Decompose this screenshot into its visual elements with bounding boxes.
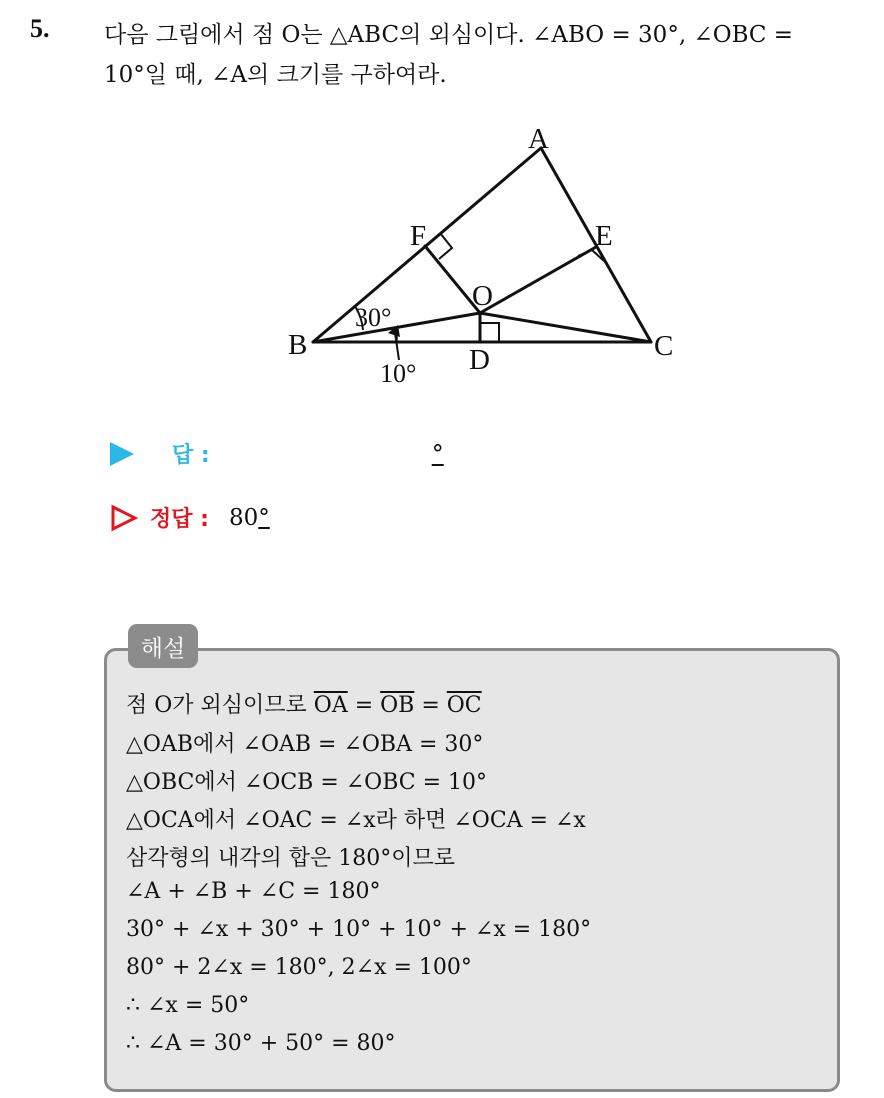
- triangle-circumcenter-diagram: [0, 0, 884, 420]
- answer-label: 답 :: [172, 443, 210, 468]
- vertex-label-a: A: [528, 123, 549, 155]
- point-label-d: D: [469, 344, 490, 376]
- answer-row: [110, 438, 444, 469]
- solution-line-3: △OBC에서 ∠OCB = ∠OBC = 10°: [126, 770, 488, 795]
- vertex-label-c: C: [654, 330, 674, 362]
- solution-line-5: 삼각형의 내각의 합은 180°이므로: [126, 846, 455, 871]
- solution-line-10: ∴ ∠A = 30° + 50° = 80°: [126, 1031, 396, 1056]
- outline-play-arrow-icon: [110, 504, 138, 532]
- answer-key-row: [110, 502, 270, 533]
- answer-key-value: 80°: [228, 504, 270, 531]
- segment-oe: [480, 247, 596, 313]
- solution-line-7: 30° + ∠x + 30° + 10° + 10° + ∠x = 180°: [126, 917, 592, 942]
- angle-label-obc: 10°: [380, 359, 417, 388]
- segment-oc: [480, 313, 651, 342]
- play-arrow-icon: [110, 442, 134, 466]
- angle-label-abo: 30°: [355, 303, 392, 332]
- right-angle-mark-f: [439, 233, 452, 259]
- solution-line-1: 점 O가 외심이므로 $\overline{OA} = \overline{OB} = \overline{OC}$: [126, 693, 482, 718]
- solution-line-4: △OCA에서 ∠OAC = ∠x라 하면 ∠OCA = ∠x: [126, 808, 586, 833]
- solution-tag: 해설: [128, 624, 198, 668]
- side-ab: [313, 148, 541, 342]
- solution-line-8: 80° + 2∠x = 180°, 2∠x = 100°: [126, 955, 472, 980]
- point-label-o: O: [472, 280, 493, 312]
- solution-line-9: ∴ ∠x = 50°: [126, 993, 250, 1018]
- right-angle-mark-d: [480, 323, 499, 342]
- answer-blank[interactable]: °: [431, 439, 444, 468]
- point-label-f: F: [410, 220, 427, 252]
- solution-line-2: △OAB에서 ∠OAB = ∠OBA = 30°: [126, 732, 484, 757]
- vertex-label-b: B: [288, 329, 308, 361]
- question-text-line-2: 10°일 때, ∠A의 크기를 구하여라.: [104, 62, 447, 88]
- solution-line-6: ∠A + ∠B + ∠C = 180°: [126, 879, 381, 904]
- point-label-e: E: [595, 220, 613, 252]
- question-text-line-1: 다음 그림에서 점 O는 △ABC의 외심이다. ∠ABO = 30°, ∠OBC =: [104, 22, 794, 48]
- question-number: 5.: [30, 14, 50, 43]
- answer-key-label: 정답 :: [150, 507, 209, 532]
